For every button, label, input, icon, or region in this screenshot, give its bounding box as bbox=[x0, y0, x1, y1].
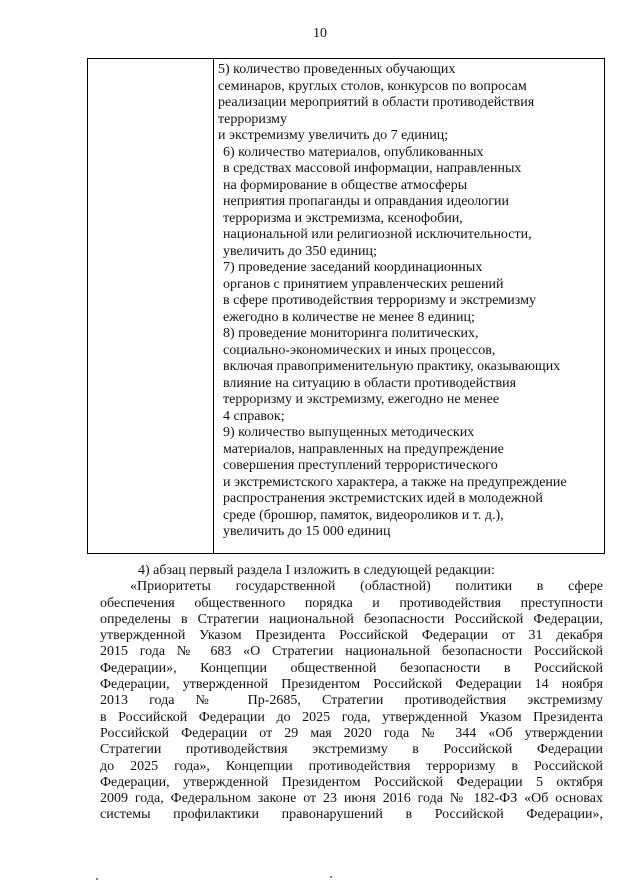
paragraph-line: 2015 года № 683 «О Стратегии национальной безопасности Российской bbox=[100, 644, 603, 660]
paragraph-line: Стратегии противодействия экстремизму в Российской Федерации bbox=[100, 742, 603, 758]
paragraph-line: «Приоритеты государственной (областной) политики в сфере bbox=[130, 579, 603, 595]
table-line: реализации мероприятий в области противодействия bbox=[218, 95, 535, 110]
paragraph-line: Федерации, утвержденной Президентом Российской Федерации 5 октября bbox=[100, 774, 603, 790]
table-line: на формирование в обществе атмосферы bbox=[223, 177, 468, 193]
amendment-intro: 4) абзац первый раздела I изложить в следующей редакции: bbox=[138, 563, 495, 578]
table-line: органов с принятием управленческих решений bbox=[223, 276, 504, 292]
table-line: и экстремистского характера, а также на предупреждение bbox=[223, 474, 567, 490]
table-line: совершения преступлений террористического bbox=[223, 458, 498, 473]
body-text bbox=[100, 563, 603, 824]
table-line: материалов, направленных на предупреждение bbox=[223, 441, 504, 457]
paragraph-line: Федерации», Концепции общественной безопасности в Российской bbox=[100, 660, 603, 676]
table-line: среде (брошюр, памяток, видеороликов и т. д.), bbox=[223, 507, 504, 523]
paragraph-line: утвержденной Указом Президента Российской Федерации от 31 декабря bbox=[100, 628, 603, 644]
scan-speck bbox=[96, 878, 98, 880]
table-line: 7) проведение заседаний координационных bbox=[223, 260, 483, 275]
table-line: ежегодно в количестве не менее 8 единиц; bbox=[223, 309, 475, 325]
indicators-table bbox=[87, 58, 605, 554]
table-right-cell bbox=[218, 62, 600, 541]
table-line: семинаров, круглых столов, конкурсов по вопросам bbox=[218, 78, 527, 94]
table-line: национальной или религиозной исключительности, bbox=[223, 227, 532, 242]
table-line: в средствах массовой информации, направленных bbox=[223, 161, 522, 176]
paragraph-line: определены в Стратегии национальной безопасности Российской Федерации, bbox=[100, 611, 603, 627]
table-line: и экстремизму увеличить до 7 единиц; bbox=[218, 128, 449, 143]
table-line: 4 справок; bbox=[223, 408, 285, 424]
page-number: 10 bbox=[313, 26, 327, 41]
paragraph-line: до 2025 года», Концепции противодействия терроризму в Российской bbox=[100, 758, 603, 774]
paragraph-line: Федерации, утвержденной Президентом Российской Федерации 14 ноября bbox=[100, 677, 603, 693]
table-line: влияние на ситуацию в области противодействия bbox=[223, 375, 517, 391]
table-line: 5) количество проведенных обучающих bbox=[218, 62, 456, 77]
table-line: распространения экстремистских идей в молодежной bbox=[223, 491, 543, 506]
table-line: социально-экономических и иных процессов, bbox=[223, 342, 496, 358]
table-line: терроризму bbox=[218, 111, 288, 127]
paragraph-line: Российской Федерации от 29 мая 2020 года № 344 «Об утверждении bbox=[100, 725, 603, 741]
paragraph-line: 2009 года, Федеральном законе от 23 июня 2016 года № 182-ФЗ «Об основах bbox=[100, 791, 603, 807]
paragraph-line: в Российской Федерации до 2025 года, утвержденной Указом Президента bbox=[100, 709, 603, 725]
table-column-divider bbox=[213, 59, 214, 553]
table-line: увеличить до 15 000 единиц bbox=[223, 524, 391, 539]
table-line: увеличить до 350 единиц; bbox=[223, 243, 377, 259]
table-line: терроризму и экстремизму, ежегодно не менее bbox=[223, 392, 500, 407]
table-line: неприятия пропаганды и оправдания идеологии bbox=[223, 194, 509, 209]
scan-speck bbox=[330, 876, 332, 878]
paragraph-line: 2013 года № Пр-2685, Стратегии противодействия экстремизму bbox=[100, 693, 603, 709]
table-line: включая правоприменительную практику, оказывающих bbox=[223, 359, 561, 374]
table-line: 9) количество выпущенных методических bbox=[223, 425, 475, 440]
table-line: в сфере противодействия терроризму и экстремизму bbox=[223, 293, 536, 308]
paragraph-line: системы профилактики правонарушений в Российской Федерации», bbox=[100, 807, 603, 823]
paragraph-line: обеспечения общественного порядка и противодействия преступности bbox=[100, 595, 603, 611]
table-line: 8) проведение мониторинга политических, bbox=[223, 326, 479, 341]
table-line: терроризма и экстремизма, ксенофобии, bbox=[223, 210, 463, 226]
table-line: 6) количество материалов, опубликованных bbox=[223, 144, 484, 160]
